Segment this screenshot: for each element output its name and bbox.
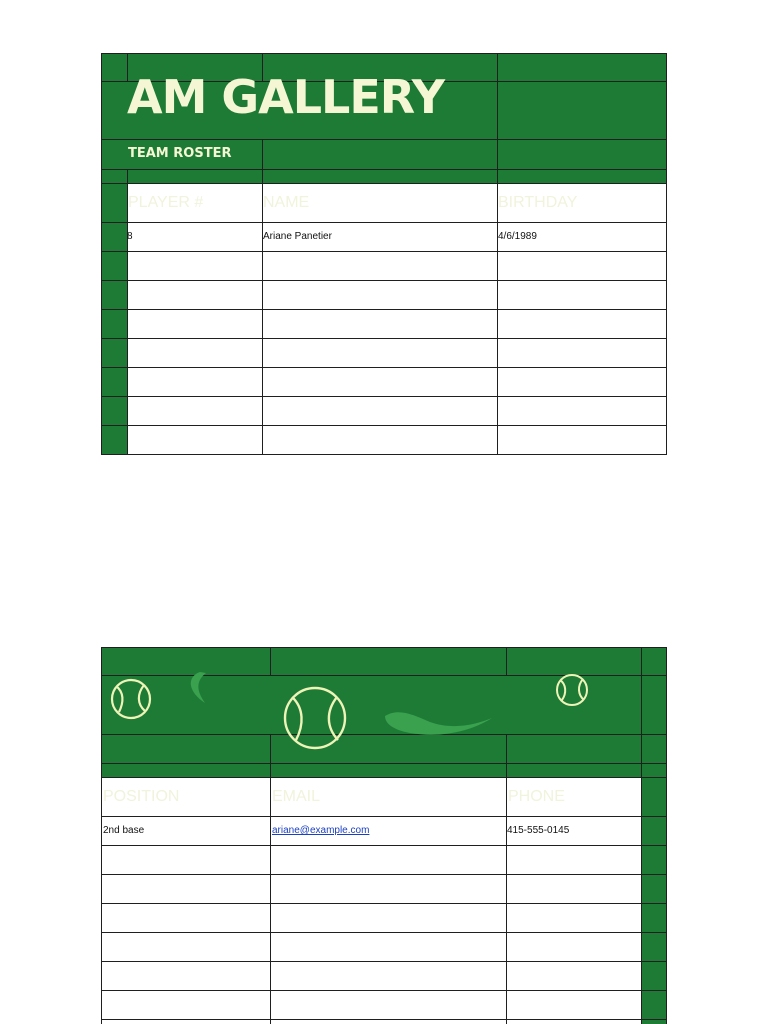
cell-position[interactable]: 2nd base: [103, 825, 145, 836]
cell-phone[interactable]: 415-555-0145: [507, 825, 570, 836]
column-header-player: PLAYER #: [128, 194, 204, 211]
baseball-icon: [285, 688, 345, 748]
column-header-position: POSITION: [103, 788, 180, 805]
baseball-icon: [112, 680, 150, 718]
page-subtitle: TEAM ROSTER: [128, 146, 232, 161]
column-header-name: NAME: [263, 194, 310, 211]
swoosh-icon: [385, 712, 492, 735]
cell-email-link[interactable]: ariane@example.com: [272, 825, 370, 836]
baseball-icon: [557, 675, 587, 705]
cell-player-name[interactable]: Ariane Panetier: [263, 231, 332, 242]
column-header-phone: PHONE: [508, 788, 565, 805]
page-title: AM GALLERY: [127, 70, 445, 124]
cell-player-birthday[interactable]: 4/6/1989: [498, 231, 537, 242]
cell-player-number[interactable]: 8: [127, 231, 133, 242]
swoosh-icon: [191, 672, 206, 703]
column-header-birthday: BIRTHDAY: [498, 194, 578, 211]
column-header-email: EMAIL: [272, 788, 321, 805]
